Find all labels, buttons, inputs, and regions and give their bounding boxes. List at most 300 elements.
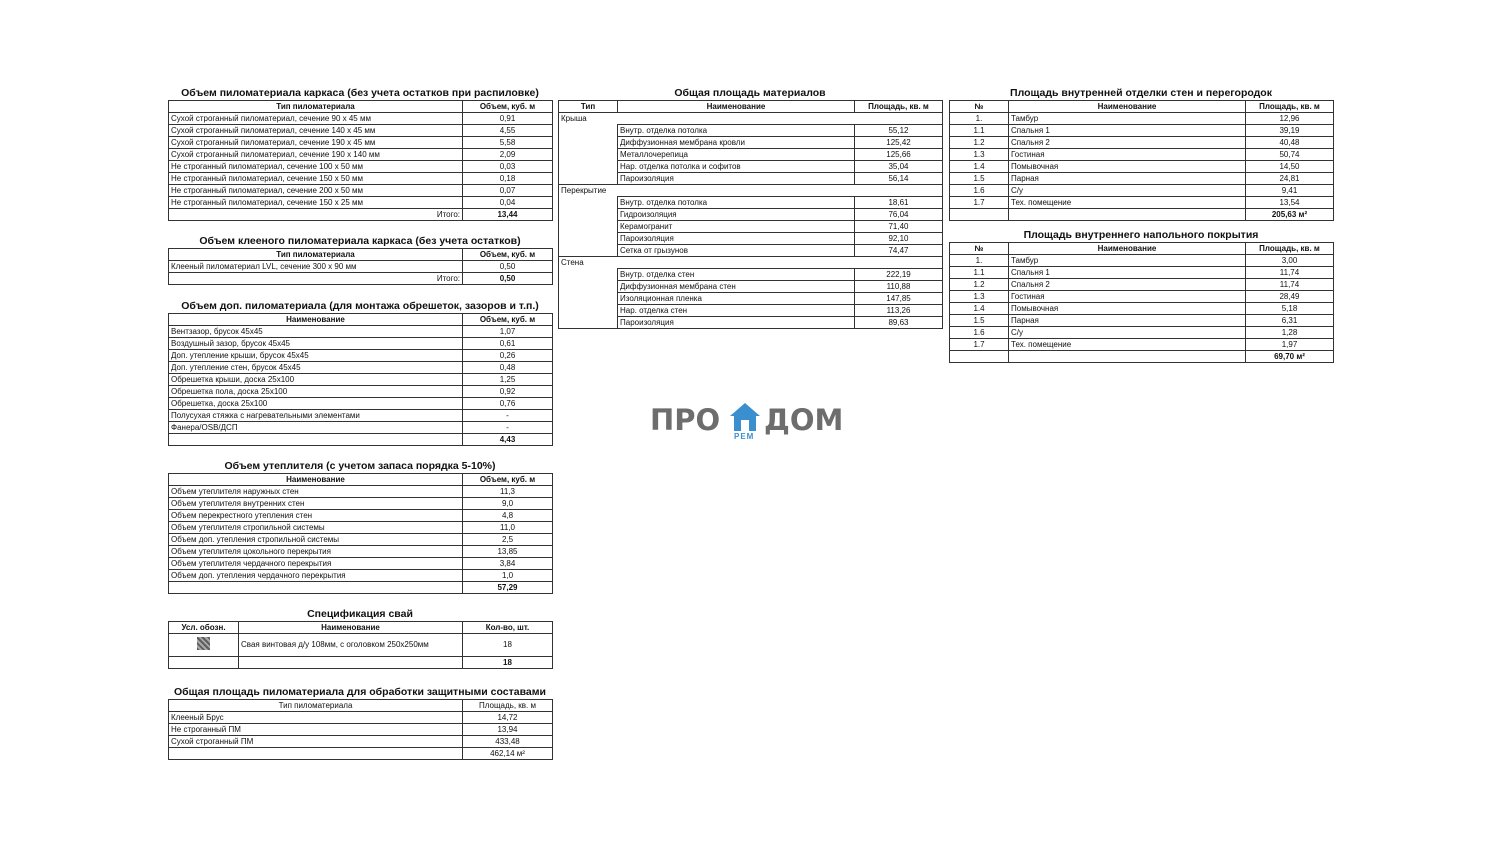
group-type: Перекрытие bbox=[559, 185, 618, 197]
row-value: 40,48 bbox=[1246, 137, 1334, 149]
table-row bbox=[169, 558, 553, 570]
pro-dom-logo bbox=[650, 401, 850, 443]
table-row bbox=[169, 736, 553, 748]
table-row bbox=[169, 113, 553, 125]
row-label: Сухой строганный пиломатериал, сечение 140 х 45 мм bbox=[169, 125, 463, 137]
table-row bbox=[169, 398, 553, 410]
type-spacer bbox=[559, 137, 618, 149]
table-row bbox=[169, 197, 553, 209]
row-value: 0,07 bbox=[463, 185, 553, 197]
total-empty-cell bbox=[1009, 209, 1246, 221]
type-spacer bbox=[559, 305, 618, 317]
table-header-row bbox=[950, 243, 1334, 255]
row-value: 24,81 bbox=[1246, 173, 1334, 185]
row-number: 1.3 bbox=[950, 291, 1009, 303]
table-row bbox=[169, 724, 553, 736]
table-row bbox=[559, 161, 943, 173]
type-spacer bbox=[559, 317, 618, 329]
total-value: 0,50 bbox=[463, 273, 553, 285]
table-row bbox=[559, 305, 943, 317]
column-header: Наименование bbox=[169, 314, 463, 326]
row-value: 0,48 bbox=[463, 362, 553, 374]
row-value: 76,04 bbox=[855, 209, 943, 221]
table-row bbox=[559, 173, 943, 185]
total-row bbox=[169, 209, 553, 221]
row-label: С/у bbox=[1009, 327, 1246, 339]
row-label: Воздушный зазор, брусок 45х45 bbox=[169, 338, 463, 350]
section-title: Спецификация свай bbox=[307, 608, 413, 620]
glued-lumber-volume-block bbox=[168, 234, 552, 285]
row-value: 39,19 bbox=[1246, 125, 1334, 137]
row-value: 18,61 bbox=[855, 197, 943, 209]
row-value: 92,10 bbox=[855, 233, 943, 245]
table-row bbox=[169, 161, 553, 173]
group-type: Стена bbox=[559, 257, 618, 269]
row-label: Объем утеплителя чердачного перекрытия bbox=[169, 558, 463, 570]
row-value: 125,42 bbox=[855, 137, 943, 149]
row-value: 3,00 bbox=[1246, 255, 1334, 267]
column-header: № bbox=[950, 243, 1009, 255]
table-row bbox=[169, 149, 553, 161]
column-header: Наименование bbox=[618, 101, 855, 113]
lumber-frame-volume-block bbox=[168, 86, 552, 221]
table-row bbox=[559, 233, 943, 245]
table-row bbox=[169, 498, 553, 510]
row-value: 0,04 bbox=[463, 197, 553, 209]
row-number: 1.4 bbox=[950, 161, 1009, 173]
row-label: Спальня 2 bbox=[1009, 279, 1246, 291]
insulation-volume-block bbox=[168, 459, 552, 594]
total-row bbox=[169, 273, 553, 285]
glued-lumber-volume-table bbox=[168, 248, 553, 285]
group-empty bbox=[855, 185, 943, 197]
column-header: Усл. обозн. bbox=[169, 622, 239, 634]
total-row bbox=[169, 434, 553, 446]
table-row bbox=[559, 125, 943, 137]
pile-icon bbox=[197, 637, 210, 650]
group-empty bbox=[855, 257, 943, 269]
total-value: 18 bbox=[463, 657, 553, 669]
table-row bbox=[559, 137, 943, 149]
row-value: 13,85 bbox=[463, 546, 553, 558]
total-row bbox=[169, 657, 553, 669]
table-header-row bbox=[559, 101, 943, 113]
row-label: Сухой строганный ПМ bbox=[169, 736, 463, 748]
row-label: Объем утеплителя цокольного перекрытия bbox=[169, 546, 463, 558]
row-label: Объем утеплителя стропильной системы bbox=[169, 522, 463, 534]
table-row bbox=[950, 149, 1334, 161]
row-number: 1.3 bbox=[950, 149, 1009, 161]
row-value: 1,07 bbox=[463, 326, 553, 338]
row-label: Внутр. отделка потолка bbox=[618, 197, 855, 209]
row-label: Объем доп. утепления стропильной системы bbox=[169, 534, 463, 546]
row-label: Металлочерепица bbox=[618, 149, 855, 161]
column-header: Наименование bbox=[1009, 243, 1246, 255]
table-row bbox=[169, 125, 553, 137]
row-label: Сухой строганный пиломатериал, сечение 190 х 45 мм bbox=[169, 137, 463, 149]
type-spacer bbox=[559, 281, 618, 293]
row-label: Пароизоляция bbox=[618, 173, 855, 185]
table-row bbox=[169, 510, 553, 522]
row-label: Помывочная bbox=[1009, 303, 1246, 315]
floor-covering-area-table bbox=[949, 242, 1334, 363]
total-label-empty bbox=[169, 434, 463, 446]
row-value: 2,5 bbox=[463, 534, 553, 546]
type-spacer bbox=[559, 293, 618, 305]
row-number: 1.2 bbox=[950, 137, 1009, 149]
section-title: Объем пиломатериала каркаса (без учета остатков при распиловке) bbox=[181, 87, 539, 99]
row-label: Не строганный пиломатериал, сечение 150 х 25 мм bbox=[169, 197, 463, 209]
section-title: Объем клееного пиломатериала каркаса (без учета остатков) bbox=[199, 235, 521, 247]
row-label: Тех. помещение bbox=[1009, 197, 1246, 209]
row-value: 56,14 bbox=[855, 173, 943, 185]
row-value: 5,18 bbox=[1246, 303, 1334, 315]
row-value: 113,26 bbox=[855, 305, 943, 317]
total-value: 462,14 м² bbox=[463, 748, 553, 760]
column-header: Тип пиломатериала bbox=[169, 101, 463, 113]
table-row bbox=[169, 386, 553, 398]
table-row bbox=[950, 315, 1334, 327]
row-number: 1. bbox=[950, 113, 1009, 125]
total-row bbox=[950, 209, 1334, 221]
row-value: 147,85 bbox=[855, 293, 943, 305]
type-spacer bbox=[559, 197, 618, 209]
table-row bbox=[950, 255, 1334, 267]
total-label: Итого: bbox=[169, 273, 463, 285]
table-row bbox=[559, 293, 943, 305]
row-value: - bbox=[463, 422, 553, 434]
row-value: 2,09 bbox=[463, 149, 553, 161]
protective-treatment-area-table bbox=[168, 699, 553, 760]
row-value: 6,31 bbox=[1246, 315, 1334, 327]
table-row bbox=[169, 173, 553, 185]
row-label: Изоляционная пленка bbox=[618, 293, 855, 305]
row-value: 50,74 bbox=[1246, 149, 1334, 161]
total-empty-cell bbox=[950, 209, 1009, 221]
row-number: 1.7 bbox=[950, 339, 1009, 351]
row-number: 1.1 bbox=[950, 267, 1009, 279]
floor-covering-area-block bbox=[949, 228, 1333, 363]
row-value: 0,50 bbox=[463, 261, 553, 273]
row-value: 12,96 bbox=[1246, 113, 1334, 125]
type-spacer bbox=[559, 161, 618, 173]
row-label: Клееный пиломатериал LVL, сечение 300 х 90 мм bbox=[169, 261, 463, 273]
section-title: Объем утеплителя (с учетом запаса порядка 5-10%) bbox=[224, 460, 496, 472]
row-value: 0,92 bbox=[463, 386, 553, 398]
row-label: Гостиная bbox=[1009, 149, 1246, 161]
table-row bbox=[169, 546, 553, 558]
row-value: 28,49 bbox=[1246, 291, 1334, 303]
table-row bbox=[169, 261, 553, 273]
row-value: 11,74 bbox=[1246, 267, 1334, 279]
row-number: 1.2 bbox=[950, 279, 1009, 291]
row-label: Не строганный пиломатериал, сечение 150 х 50 мм bbox=[169, 173, 463, 185]
symbol-cell bbox=[169, 634, 239, 657]
table-row bbox=[950, 125, 1334, 137]
table-row bbox=[559, 209, 943, 221]
row-label: Диффузионная мембрана кровли bbox=[618, 137, 855, 149]
column-header: Кол-во, шт. bbox=[463, 622, 553, 634]
table-row bbox=[950, 303, 1334, 315]
row-value: 74,47 bbox=[855, 245, 943, 257]
row-value: 13,54 bbox=[1246, 197, 1334, 209]
row-label: Обрешетка крыши, доска 25х100 bbox=[169, 374, 463, 386]
total-label: Итого: bbox=[169, 209, 463, 221]
row-label: Нар. отделка потолка и софитов bbox=[618, 161, 855, 173]
row-label: Спальня 1 bbox=[1009, 267, 1246, 279]
table-row bbox=[559, 317, 943, 329]
column-header: № bbox=[950, 101, 1009, 113]
table-row bbox=[169, 338, 553, 350]
extra-lumber-volume-block bbox=[168, 299, 552, 446]
row-label: Полусухая стяжка с нагревательными элементами bbox=[169, 410, 463, 422]
row-label: Фанера/OSB/ДСП bbox=[169, 422, 463, 434]
total-row bbox=[169, 748, 553, 760]
table-row bbox=[950, 279, 1334, 291]
row-value: 11,74 bbox=[1246, 279, 1334, 291]
row-label: Парная bbox=[1009, 173, 1246, 185]
column-header: Тип пиломатериала bbox=[169, 700, 463, 712]
table-row bbox=[950, 197, 1334, 209]
row-value: 0,61 bbox=[463, 338, 553, 350]
column-header: Тип bbox=[559, 101, 618, 113]
row-value: 13,94 bbox=[463, 724, 553, 736]
column-header: Наименование bbox=[169, 474, 463, 486]
table-row bbox=[950, 339, 1334, 351]
group-row bbox=[559, 113, 943, 125]
table-header-row bbox=[169, 249, 553, 261]
column-header: Тип пиломатериала bbox=[169, 249, 463, 261]
column-header: Объем, куб. м bbox=[463, 101, 553, 113]
group-type: Крыша bbox=[559, 113, 618, 125]
row-label: С/у bbox=[1009, 185, 1246, 197]
row-label: Объем доп. утепления чердачного перекрытия bbox=[169, 570, 463, 582]
row-label: Свая винтовая д/у 108мм, с оголовком 250х250мм bbox=[239, 634, 463, 657]
table-row bbox=[169, 522, 553, 534]
row-number: 1.6 bbox=[950, 185, 1009, 197]
row-label: Сухой строганный пиломатериал, сечение 90 х 45 мм bbox=[169, 113, 463, 125]
row-label: Клееный Брус bbox=[169, 712, 463, 724]
table-row bbox=[169, 422, 553, 434]
table-row bbox=[169, 137, 553, 149]
total-empty-cell bbox=[239, 657, 463, 669]
table-header-row bbox=[169, 314, 553, 326]
table-row bbox=[950, 327, 1334, 339]
column-header: Объем, куб. м bbox=[463, 314, 553, 326]
row-label: Гидроизоляция bbox=[618, 209, 855, 221]
table-row bbox=[169, 350, 553, 362]
logo-text-left: ПРО bbox=[650, 403, 721, 437]
row-label: Обрешетка, доска 25х100 bbox=[169, 398, 463, 410]
table-row bbox=[169, 634, 553, 657]
row-label: Гостиная bbox=[1009, 291, 1246, 303]
row-value: 14,50 bbox=[1246, 161, 1334, 173]
row-number: 1.6 bbox=[950, 327, 1009, 339]
row-value: 5,58 bbox=[463, 137, 553, 149]
table-row bbox=[169, 326, 553, 338]
row-value: - bbox=[463, 410, 553, 422]
type-spacer bbox=[559, 209, 618, 221]
total-value: 205,63 м² bbox=[1246, 209, 1334, 221]
column-header: Площадь, кв. м bbox=[1246, 243, 1334, 255]
row-value: 11,3 bbox=[463, 486, 553, 498]
group-empty bbox=[855, 113, 943, 125]
table-row bbox=[169, 570, 553, 582]
column-header: Объем, куб. м bbox=[463, 249, 553, 261]
row-label: Нар. отделка стен bbox=[618, 305, 855, 317]
group-row bbox=[559, 257, 943, 269]
group-empty bbox=[618, 257, 855, 269]
table-header-row bbox=[169, 474, 553, 486]
row-label: Парная bbox=[1009, 315, 1246, 327]
type-spacer bbox=[559, 269, 618, 281]
row-value: 18 bbox=[463, 634, 553, 657]
row-value: 110,88 bbox=[855, 281, 943, 293]
row-label: Пароизоляция bbox=[618, 233, 855, 245]
table-row bbox=[169, 410, 553, 422]
row-label: Внутр. отделка потолка bbox=[618, 125, 855, 137]
row-value: 35,04 bbox=[855, 161, 943, 173]
section-title: Площадь внутренней отделки стен и перегородок bbox=[1010, 87, 1272, 99]
type-spacer bbox=[559, 125, 618, 137]
extra-lumber-volume-table bbox=[168, 313, 553, 446]
total-value: 13,44 bbox=[463, 209, 553, 221]
row-number: 1.4 bbox=[950, 303, 1009, 315]
row-value: 14,72 bbox=[463, 712, 553, 724]
total-row bbox=[169, 582, 553, 594]
row-value: 3,84 bbox=[463, 558, 553, 570]
logo-text-right: ДОМ bbox=[764, 403, 844, 437]
row-value: 0,26 bbox=[463, 350, 553, 362]
table-row bbox=[169, 534, 553, 546]
total-value: 69,70 м² bbox=[1246, 351, 1334, 363]
row-label: Тамбур bbox=[1009, 255, 1246, 267]
column-header: Наименование bbox=[239, 622, 463, 634]
total-label-empty bbox=[169, 582, 463, 594]
total-value: 4,43 bbox=[463, 434, 553, 446]
row-label: Доп. утепление стен, брусок 45х45 bbox=[169, 362, 463, 374]
total-empty-cell bbox=[950, 351, 1009, 363]
materials-area-table bbox=[558, 100, 943, 329]
type-spacer bbox=[559, 173, 618, 185]
section-title: Общая площадь материалов bbox=[674, 87, 826, 99]
insulation-volume-table bbox=[168, 473, 553, 594]
row-value: 11,0 bbox=[463, 522, 553, 534]
table-row bbox=[950, 137, 1334, 149]
row-value: 55,12 bbox=[855, 125, 943, 137]
row-label: Доп. утепление крыши, брусок 45х45 bbox=[169, 350, 463, 362]
table-row bbox=[559, 269, 943, 281]
table-row bbox=[559, 281, 943, 293]
row-value: 71,40 bbox=[855, 221, 943, 233]
row-label: Обрешетка пола, доска 25х100 bbox=[169, 386, 463, 398]
row-label: Спальня 2 bbox=[1009, 137, 1246, 149]
row-value: 9,41 bbox=[1246, 185, 1334, 197]
row-value: 1,25 bbox=[463, 374, 553, 386]
row-value: 0,18 bbox=[463, 173, 553, 185]
table-row bbox=[169, 362, 553, 374]
table-row bbox=[950, 173, 1334, 185]
group-empty bbox=[618, 185, 855, 197]
row-value: 125,66 bbox=[855, 149, 943, 161]
row-label: Не строганный ПМ bbox=[169, 724, 463, 736]
row-value: 433,48 bbox=[463, 736, 553, 748]
table-header-row bbox=[169, 700, 553, 712]
logo-subtext: РЕМ bbox=[734, 432, 755, 441]
lumber-frame-volume-table bbox=[168, 100, 553, 221]
materials-area-block bbox=[558, 86, 942, 329]
group-row bbox=[559, 185, 943, 197]
row-label: Вентзазор, брусок 45х45 bbox=[169, 326, 463, 338]
row-label: Не строганный пиломатериал, сечение 200 х 50 мм bbox=[169, 185, 463, 197]
table-row bbox=[950, 291, 1334, 303]
table-row bbox=[559, 221, 943, 233]
row-value: 4,55 bbox=[463, 125, 553, 137]
column-header: Объем, куб. м bbox=[463, 474, 553, 486]
row-value: 9,0 bbox=[463, 498, 553, 510]
table-row bbox=[559, 197, 943, 209]
row-number: 1.7 bbox=[950, 197, 1009, 209]
column-header: Площадь, кв. м bbox=[463, 700, 553, 712]
table-row bbox=[169, 486, 553, 498]
total-value: 57,29 bbox=[463, 582, 553, 594]
table-row bbox=[950, 185, 1334, 197]
row-label: Керамогранит bbox=[618, 221, 855, 233]
row-label: Сетка от грызунов bbox=[618, 245, 855, 257]
row-label: Пароизоляция bbox=[618, 317, 855, 329]
section-title: Общая площадь пиломатериала для обработки защитными составами bbox=[174, 686, 546, 698]
piles-spec-block bbox=[168, 607, 552, 669]
row-value: 4,8 bbox=[463, 510, 553, 522]
row-value: 222,19 bbox=[855, 269, 943, 281]
row-value: 0,76 bbox=[463, 398, 553, 410]
row-label: Внутр. отделка стен bbox=[618, 269, 855, 281]
row-value: 89,63 bbox=[855, 317, 943, 329]
row-label: Сухой строганный пиломатериал, сечение 190 х 140 мм bbox=[169, 149, 463, 161]
protective-treatment-area-block bbox=[168, 685, 552, 760]
row-number: 1.5 bbox=[950, 315, 1009, 327]
group-empty bbox=[618, 113, 855, 125]
row-number: 1. bbox=[950, 255, 1009, 267]
wall-finish-area-table bbox=[949, 100, 1334, 221]
row-value: 1,28 bbox=[1246, 327, 1334, 339]
row-value: 1,0 bbox=[463, 570, 553, 582]
type-spacer bbox=[559, 245, 618, 257]
row-label: Тамбур bbox=[1009, 113, 1246, 125]
table-row bbox=[169, 712, 553, 724]
row-number: 1.1 bbox=[950, 125, 1009, 137]
table-header-row bbox=[169, 101, 553, 113]
table-header-row bbox=[169, 622, 553, 634]
piles-spec-table bbox=[168, 621, 553, 669]
table-row bbox=[950, 161, 1334, 173]
total-empty-cell bbox=[169, 657, 239, 669]
row-value: 0,03 bbox=[463, 161, 553, 173]
wall-finish-area-block bbox=[949, 86, 1333, 221]
column-header: Наименование bbox=[1009, 101, 1246, 113]
row-value: 1,97 bbox=[1246, 339, 1334, 351]
row-value: 0,91 bbox=[463, 113, 553, 125]
table-header-row bbox=[950, 101, 1334, 113]
column-header: Площадь, кв. м bbox=[1246, 101, 1334, 113]
row-number: 1.5 bbox=[950, 173, 1009, 185]
total-empty-cell bbox=[1009, 351, 1246, 363]
section-title: Площадь внутреннего напольного покрытия bbox=[1023, 229, 1259, 241]
table-row bbox=[559, 245, 943, 257]
row-label: Тех. помещение bbox=[1009, 339, 1246, 351]
row-label: Не строганный пиломатериал, сечение 100 х 50 мм bbox=[169, 161, 463, 173]
section-title: Объем доп. пиломатериала (для монтажа обрешеток, зазоров и т.п.) bbox=[181, 300, 539, 312]
